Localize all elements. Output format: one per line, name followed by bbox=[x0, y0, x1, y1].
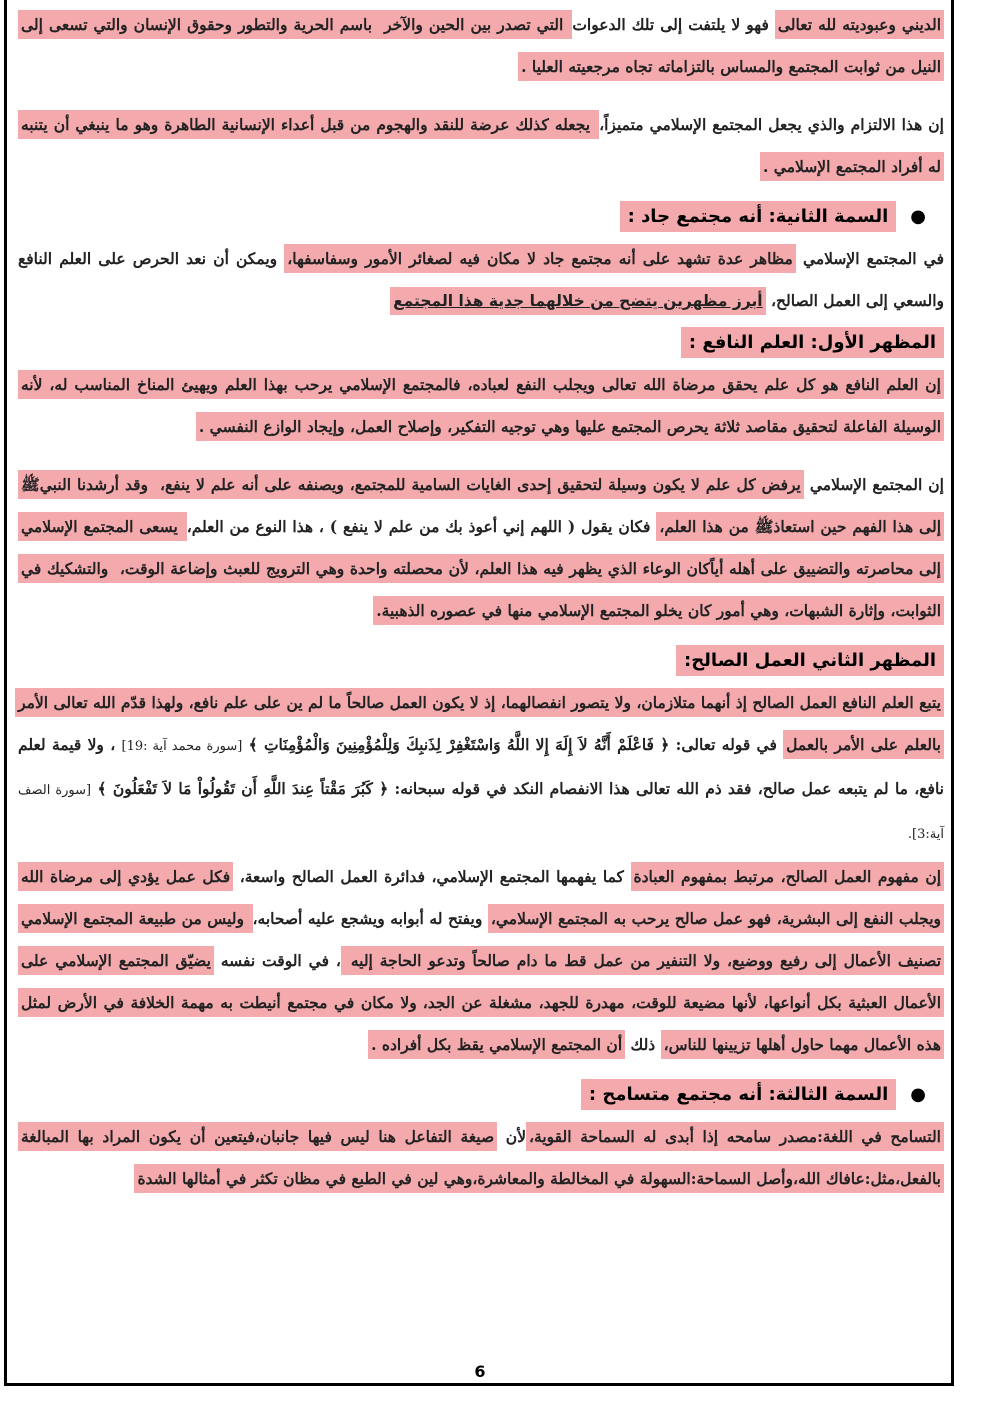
highlight: يتبع العلم النافع العمل الصالح إذ أنهما متلازمان، ولا يتصور انفصالهما، إذ لا يكون العمل صالحاً ما لم ين على علم نافع، ولهذا قدّم الله تعالى الأمر بالعلم على الأمر بالعمل bbox=[15, 688, 944, 759]
text-run: ، ولا قيمة لعلم نافع، ما لم يتبعه عمل صالح، فقد ذم الله تعالى هذا الانفصام النكد في قوله سبحانه: bbox=[18, 735, 944, 798]
highlight: يسعى المجتمع الإسلامي إلى محاصرته والتضييق على أهله أياًكان الوعاء الذي يظهر فيه هذا العلم، لأن محصلته واحدة وهي الترويج للعبث وإضاعة الوقت، bbox=[18, 512, 944, 583]
highlight: باسم الحرية والتطور وحقوق الإنسان والتي تسعى إلى النيل من ثوابت المجتمع والمساس بالتزاماته تجاه مرجعيته العليا . bbox=[18, 10, 944, 81]
quran-verse: ﴿ فَاعْلَمْ أَنَّهُ لاَ إِلَهَ إِلا اللَّهُ وَاسْتَغْفِرْ لِذَنبِكَ وَلِلْمُؤْمِنِينَ وَالْمُؤْمِنَاتِ ﴾ bbox=[248, 735, 670, 754]
highlight: إن مفهوم العمل الصالح، مرتبط بمفهوم العبادة bbox=[631, 862, 945, 891]
text-run: ، في الوقت نفسه bbox=[213, 951, 341, 970]
paragraph-1 bbox=[18, 4, 944, 88]
paragraph-5 bbox=[18, 464, 944, 632]
quran-verse: ﴿ كَبُرَ مَقْتاً عِندَ اللَّهِ أَن تَقُولُواْ مَا لاَ تَفْعَلُونَ ﴾ bbox=[97, 779, 389, 798]
bullet-icon: ● bbox=[910, 1084, 926, 1105]
highlight: أن المجتمع الإسلامي يقظ بكل أفراده . bbox=[368, 1030, 625, 1059]
bullet-icon: ● bbox=[910, 206, 926, 227]
highlight: والتشكيك في الثوابت، وإثارة الشبهات، وهي أمور كان يخلو المجتمع الإسلامي منها في عصوره الذهبية. bbox=[18, 554, 944, 625]
paragraph-3 bbox=[18, 238, 944, 322]
highlight-underlined: أبرز مظهرين يتضح من خلالهما جدية هذا المجتمع bbox=[390, 287, 766, 315]
text-run: في المجتمع الإسلامي bbox=[795, 249, 945, 268]
highlight: ولا مكان في مجتمع أنيطت به مهمة الخلافة في الأرض لمثل هذه الأعمال مهما حاول أهلها تزيينها للناس، bbox=[18, 988, 944, 1059]
highlight: وقد أرشدنا النبيﷺ إلى هذا الفهم حين استعاذﷺ من هذا العلم، bbox=[18, 470, 944, 541]
paragraph-8 bbox=[18, 1116, 944, 1200]
text-run: إن هذا الالتزام والذي يجعل المجتمع الإسلامي متميزاً، bbox=[599, 115, 944, 134]
paragraph-2 bbox=[18, 104, 944, 188]
paragraph-6 bbox=[18, 682, 944, 856]
verse-reference: [سورة محمد آية :19] bbox=[121, 739, 243, 754]
text-run: فكان يقول ( اللهم إني أعوذ بك من علم لا ينفع ) ، هذا النوع من العلم، bbox=[186, 517, 657, 536]
heading-trait-2 bbox=[18, 196, 926, 238]
highlight: صيغة التفاعل هنا ليس فيها جانبان،فيتعين أن يكون المراد بها المبالغة بالفعل،مثل:عافاك الله،وأصل السماحة:السهولة في المخالطة والمعاشرة،وهي لين في الطبع في مظان تكثر في أمثالها الشدة bbox=[18, 1122, 944, 1193]
heading-text: المظهر الأول: العلم النافع : bbox=[681, 327, 944, 358]
verse-reference: [سورة الصف آية:3]. bbox=[18, 783, 944, 842]
highlight: التسامح في اللغة:مصدر سامحه إذا أبدى له السماحة القوية، bbox=[526, 1122, 944, 1151]
highlight: وليس من طبيعة المجتمع الإسلامي تصنيف الأعمال إلى رفيع ووضيع، ولا التنفير من عمل قط ما دام صالحاً وتدعو الحاجة إليه bbox=[18, 904, 944, 975]
highlight: الديني وعبوديته لله تعالى bbox=[775, 10, 944, 39]
heading-aspect-1 bbox=[18, 322, 944, 364]
document-page bbox=[18, 4, 944, 1200]
heading-trait-3 bbox=[18, 1074, 926, 1116]
text-run: إن المجتمع الإسلامي bbox=[803, 475, 944, 494]
text-run: كما يفهمها المجتمع الإسلامي، فدائرة العمل الصالح واسعة، bbox=[233, 867, 631, 886]
text-run: ذلك bbox=[625, 1035, 661, 1054]
page-number: 6 bbox=[474, 1362, 486, 1381]
text-run: ويفتح له أبوابه ويشجع عليه أصحابه، bbox=[252, 909, 488, 928]
paragraph-4 bbox=[18, 364, 944, 448]
text-run: فهو لا يلتفت إلى تلك الدعوات bbox=[572, 15, 775, 34]
highlight: إن العلم النافع هو كل علم يحقق مرضاة الله تعالى ويجلب النفع لعباده، فالمجتمع الإسلامي يرحب بهذا العلم ويهيئ المناخ المناسب له، لأنه الوسيلة الفاعلة لتحقيق مقاصد ثلاثة يحرص المجتمع عليها وهي توجيه التفكير، وإصلاح العمل، وإيجاد الوازع النفسي . bbox=[18, 370, 944, 441]
highlight: يرفض كل علم لا يكون وسيلة لتحقيق إحدى الغايات السامية للمجتمع، ويصنفه على أنه علم لا ينفع، bbox=[157, 470, 804, 499]
text-run: لأن bbox=[497, 1127, 527, 1146]
highlight: يجعله كذلك عرضة للنقد والهجوم من قبل أعداء الإنسانية الطاهرة وهو ما ينبغي أن يتنبه له أفراد المجتمع الإسلامي . bbox=[18, 110, 944, 181]
highlight: يضيّق المجتمع الإسلامي على الأعمال العبثية بكل أنواعها، لأنها مضيعة للوقت، مهدرة للجهد، مشغلة عن الجد، bbox=[18, 946, 944, 1017]
text-run: ويمكن أن نعد الحرص على العلم النافع والسعي إلى العمل الصالح، bbox=[18, 249, 944, 310]
text-run: في قوله تعالى: bbox=[669, 735, 784, 754]
heading-text: السمة الثانية: أنه مجتمع جاد : bbox=[620, 201, 897, 232]
highlight: مظاهر عدة تشهد على أنه مجتمع جاد لا مكان فيه لصغائر الأمور وسفاسفها، bbox=[284, 244, 796, 273]
heading-aspect-2 bbox=[18, 640, 944, 682]
paragraph-7 bbox=[18, 856, 944, 1066]
heading-text: المظهر الثاني العمل الصالح: bbox=[676, 645, 944, 676]
heading-text: السمة الثالثة: أنه مجتمع متسامح : bbox=[581, 1079, 896, 1110]
highlight: التي تصدر بين الحين والآخر bbox=[375, 10, 572, 39]
highlight: فكل عمل يؤدي إلى مرضاة الله ويجلب النفع إلى البشرية، فهو عمل صالح يرحب به المجتمع الإسلامي، bbox=[18, 862, 944, 933]
